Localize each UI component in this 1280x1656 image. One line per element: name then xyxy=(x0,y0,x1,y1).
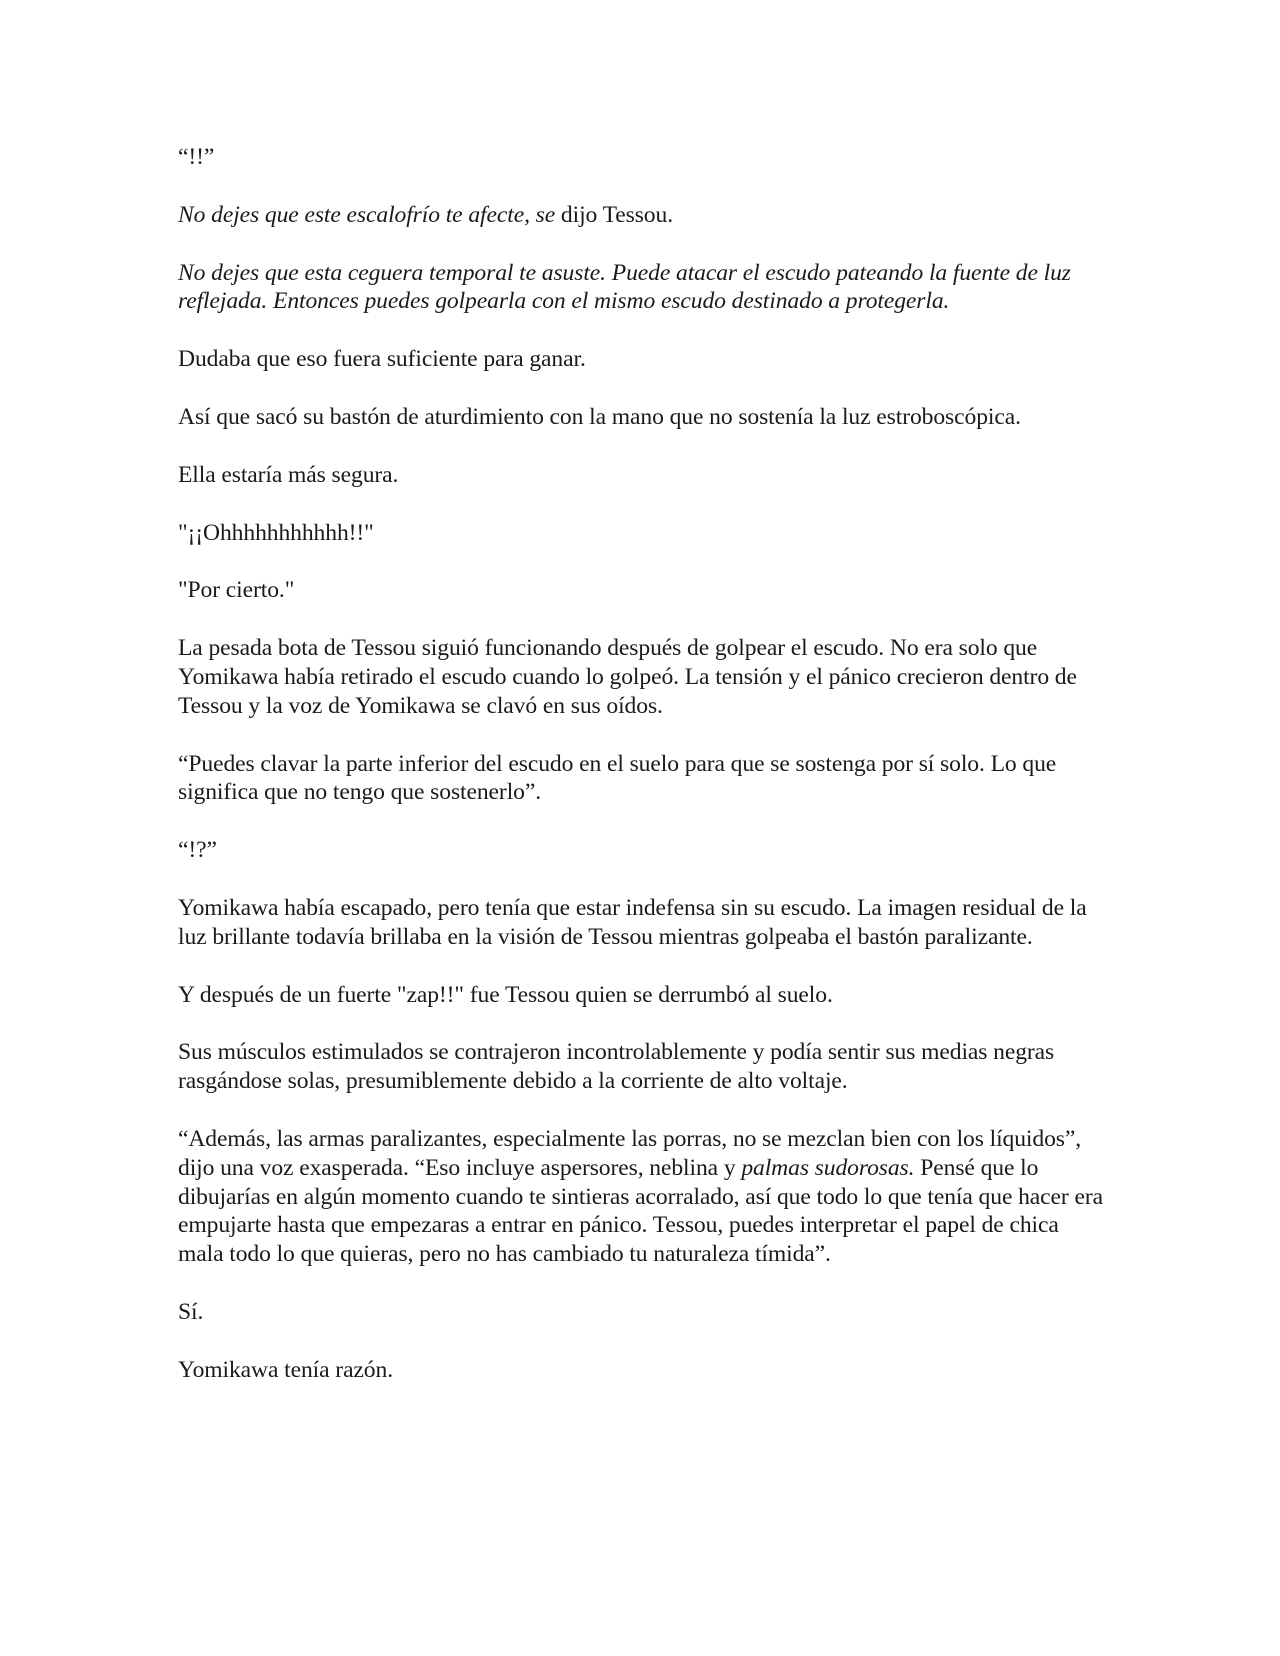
text-segment: Ella estaría más segura. xyxy=(178,461,399,488)
text-segment: “!?” xyxy=(178,837,217,864)
paragraph xyxy=(178,403,1108,432)
paragraph xyxy=(178,1038,1108,1096)
text-segment: “!!” xyxy=(178,144,215,170)
italic-segment: No dejes que esta ceguera temporal te asuste. Puede atacar el escudo pateando la fuente de luz reflejada. Entonces puedes golpearla con el mismo escudo destinado a protegerla. xyxy=(178,259,1071,315)
text-segment: Pensé que lo dibujarías en algún momento cuando te sintieras acorralado, así que todo lo que tenía que hacer era empujarte hasta que empezaras a entrar en pánico. Tessou, puedes interpretar el papel de chica mala todo lo que quieras, pero no has cambiado tu naturaleza tímida”. xyxy=(178,1154,1103,1268)
italic-segment: palmas sudorosas. xyxy=(741,1154,915,1181)
document-page xyxy=(178,143,1108,1414)
paragraph xyxy=(178,461,1108,490)
paragraph-dialogue xyxy=(178,519,1108,548)
italic-segment: No dejes que este escalofrío te afecte, se xyxy=(178,201,556,228)
text-segment: “Puedes clavar la parte inferior del escudo en el suelo para que se sostenga por sí solo. Lo que significa que no tengo que sostenerlo”. xyxy=(178,750,1057,806)
text-segment: "Por cierto." xyxy=(178,577,295,604)
text-segment: “Además, las armas paralizantes, especialmente las porras, no se mezclan bien con los líquidos”, dijo una voz exasperada. “Eso incluye aspersores, neblina y xyxy=(178,1125,1082,1181)
text-segment: "¡¡Ohhhhhhhhhhh!!" xyxy=(178,519,374,546)
text-segment: dijo Tessou. xyxy=(555,201,673,228)
text-segment: Sus músculos estimulados se contrajeron incontrolablemente y podía sentir sus medias negras rasgándose solas, presumiblemente debido a la corriente de alto voltaje. xyxy=(178,1039,1055,1095)
paragraph xyxy=(178,894,1108,952)
paragraph xyxy=(178,1298,1108,1327)
paragraph xyxy=(178,1356,1108,1385)
paragraph-inner-thought-1 xyxy=(178,201,1108,230)
text-segment: La pesada bota de Tessou siguió funcionando después de golpear el escudo. No era solo que Yomikawa había retirado el escudo cuando lo golpeó. La tensión y el pánico crecieron dentro de Tessou y la voz de Yomikawa se clavó en sus oídos. xyxy=(178,635,1077,719)
text-segment: Dudaba que eso fuera suficiente para ganar. xyxy=(178,346,586,373)
text-segment: Sí. xyxy=(178,1298,204,1325)
paragraph-dialogue xyxy=(178,576,1108,605)
text-segment: Y después de un fuerte "zap!!" fue Tessou quien se derrumbó al suelo. xyxy=(178,981,833,1008)
paragraph-dialogue xyxy=(178,750,1108,808)
paragraph xyxy=(178,345,1108,374)
paragraph xyxy=(178,981,1108,1010)
text-segment: Yomikawa había escapado, pero tenía que estar indefensa sin su escudo. La imagen residual de la luz brillante todavía brillaba en la visión de Tessou mientras golpeaba el bastón paralizante. xyxy=(178,894,1087,950)
paragraph xyxy=(178,634,1108,720)
paragraph-inner-thought-2 xyxy=(178,259,1108,317)
paragraph-exclamation xyxy=(178,143,1108,172)
text-segment: Yomikawa tenía razón. xyxy=(178,1356,394,1383)
paragraph-exclamation xyxy=(178,836,1108,865)
paragraph-dialogue xyxy=(178,1125,1108,1269)
text-segment: Así que sacó su bastón de aturdimiento con la mano que no sostenía la luz estroboscópica. xyxy=(178,403,1021,430)
